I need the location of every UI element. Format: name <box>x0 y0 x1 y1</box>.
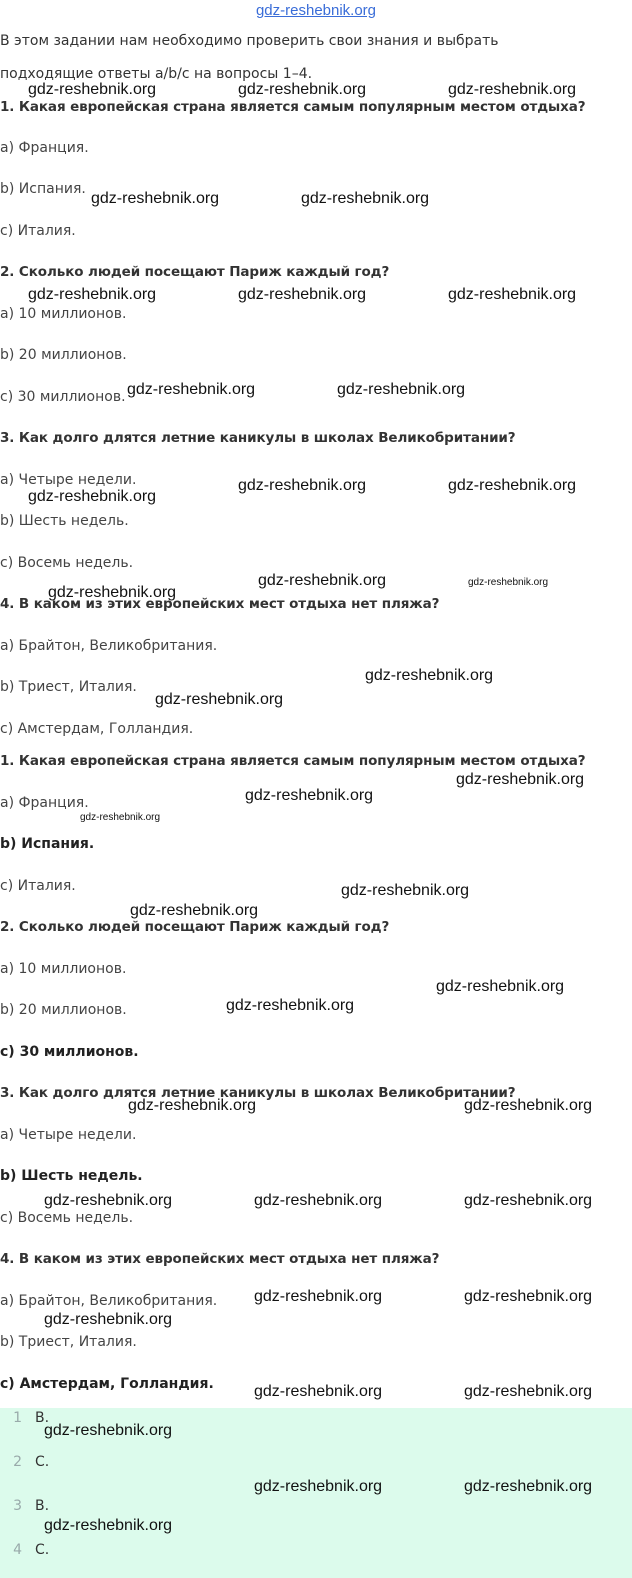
option-3a: a) Четыре недели. <box>0 472 137 488</box>
answer-number: 3 <box>13 1498 22 1514</box>
watermark: gdz-reshebnik.org <box>468 577 549 588</box>
watermark: gdz-reshebnik.org <box>301 190 430 207</box>
watermark: gdz-reshebnik.org <box>226 997 355 1014</box>
watermark: gdz-reshebnik.org <box>254 1383 383 1400</box>
option-2c: c) 30 миллионов. <box>0 389 126 405</box>
option-3c: c) Восемь недель. <box>0 555 134 571</box>
solution-option-2c-correct: c) 30 миллионов. <box>0 1044 139 1060</box>
answer-row <box>0 1454 49 1470</box>
watermark: gdz-reshebnik.org <box>28 488 157 505</box>
option-1a: a) Франция. <box>0 140 89 156</box>
solution-option-1a: a) Франция. <box>0 795 89 811</box>
intro-line-2: подходящие ответы a/b/c на вопросы 1–4. <box>0 66 313 82</box>
solution-question-2: 2. Сколько людей посещают Париж каждый год? <box>0 919 390 935</box>
question-2: 2. Сколько людей посещают Париж каждый год? <box>0 264 390 280</box>
watermark: gdz-reshebnik.org <box>464 1192 593 1209</box>
watermark: gdz-reshebnik.org <box>448 81 577 98</box>
answer-text: B. <box>35 1498 50 1514</box>
solution-option-2b: b) 20 миллионов. <box>0 1002 127 1018</box>
watermark: gdz-reshebnik.org <box>44 1517 173 1534</box>
watermark: gdz-reshebnik.org <box>448 477 577 494</box>
intro-line-1: В этом задании нам необходимо проверить свои знания и выбрать <box>0 33 499 49</box>
watermark: gdz-reshebnik.org <box>127 381 256 398</box>
solution-option-3c: c) Восемь недель. <box>0 1210 134 1226</box>
option-1c: c) Италия. <box>0 223 76 239</box>
solution-question-3: 3. Как долго длятся летние каникулы в школах Великобритании? <box>0 1085 516 1101</box>
option-2a: a) 10 миллионов. <box>0 306 127 322</box>
option-1b: b) Испания. <box>0 181 86 197</box>
watermark: gdz-reshebnik.org <box>254 1288 383 1305</box>
solution-option-4b: b) Триест, Италия. <box>0 1334 137 1350</box>
option-4c: c) Амстердам, Голландия. <box>0 721 194 737</box>
watermark: gdz-reshebnik.org <box>258 572 387 589</box>
watermark: gdz-reshebnik.org <box>337 381 466 398</box>
watermark: gdz-reshebnik.org <box>245 787 374 804</box>
solution-option-4a: a) Брайтон, Великобритания. <box>0 1293 218 1309</box>
watermark: gdz-reshebnik.org <box>448 286 577 303</box>
question-1: 1. Какая европейская страна является самым популярным местом отдыха? <box>0 99 586 115</box>
watermark: gdz-reshebnik.org <box>44 1192 173 1209</box>
watermark: gdz-reshebnik.org <box>238 477 367 494</box>
watermark: gdz-reshebnik.org <box>48 584 177 601</box>
watermark: gdz-reshebnik.org <box>254 1478 383 1495</box>
option-2b: b) 20 миллионов. <box>0 347 127 363</box>
watermark: gdz-reshebnik.org <box>456 771 585 788</box>
answer-row <box>0 1498 49 1514</box>
watermark: gdz-reshebnik.org <box>128 1097 257 1114</box>
watermark: gdz-reshebnik.org <box>464 1478 593 1495</box>
answer-text: B. <box>35 1410 50 1426</box>
watermark: gdz-reshebnik.org <box>28 286 157 303</box>
watermark: gdz-reshebnik.org <box>238 81 367 98</box>
watermark: gdz-reshebnik.org <box>238 286 367 303</box>
option-4a: a) Брайтон, Великобритания. <box>0 638 218 654</box>
watermark: gdz-reshebnik.org <box>341 882 470 899</box>
answer-number: 1 <box>13 1410 22 1426</box>
watermark: gdz-reshebnik.org <box>44 1311 173 1328</box>
solution-option-3a: a) Четыре недели. <box>0 1127 137 1143</box>
question-4: 4. В каком из этих европейских мест отдыха нет пляжа? <box>0 596 440 612</box>
answer-text: C. <box>35 1542 50 1558</box>
watermark: gdz-reshebnik.org <box>365 667 494 684</box>
option-3b: b) Шесть недель. <box>0 513 129 529</box>
watermark: gdz-reshebnik.org <box>464 1288 593 1305</box>
watermark: gdz-reshebnik.org <box>464 1383 593 1400</box>
watermark: gdz-reshebnik.org <box>464 1097 593 1114</box>
option-4b: b) Триест, Италия. <box>0 679 137 695</box>
watermark: gdz-reshebnik.org <box>80 812 161 823</box>
watermark: gdz-reshebnik.org <box>130 902 259 919</box>
answer-row <box>0 1410 49 1426</box>
solution-option-1c: c) Италия. <box>0 878 76 894</box>
solution-option-4c-correct: c) Амстердам, Голландия. <box>0 1376 214 1392</box>
watermark: gdz-reshebnik.org <box>44 1422 173 1439</box>
watermark: gdz-reshebnik.org <box>28 81 157 98</box>
solution-option-1b-correct: b) Испания. <box>0 836 95 852</box>
solution-option-2a: a) 10 миллионов. <box>0 961 127 977</box>
watermark: gdz-reshebnik.org <box>155 691 284 708</box>
solution-option-3b-correct: b) Шесть недель. <box>0 1168 143 1184</box>
watermark: gdz-reshebnik.org <box>254 1192 383 1209</box>
site-link[interactable]: gdz-reshebnik.org <box>255 2 377 19</box>
question-3: 3. Как долго длятся летние каникулы в школах Великобритании? <box>0 430 516 446</box>
solution-question-4: 4. В каком из этих европейских мест отдыха нет пляжа? <box>0 1251 440 1267</box>
answer-row <box>0 1542 49 1558</box>
answer-number: 4 <box>13 1542 22 1558</box>
solution-question-1: 1. Какая европейская страна является самым популярным местом отдыха? <box>0 753 586 769</box>
answer-text: C. <box>35 1454 50 1470</box>
watermark: gdz-reshebnik.org <box>91 190 220 207</box>
answer-number: 2 <box>13 1454 22 1470</box>
watermark: gdz-reshebnik.org <box>436 978 565 995</box>
